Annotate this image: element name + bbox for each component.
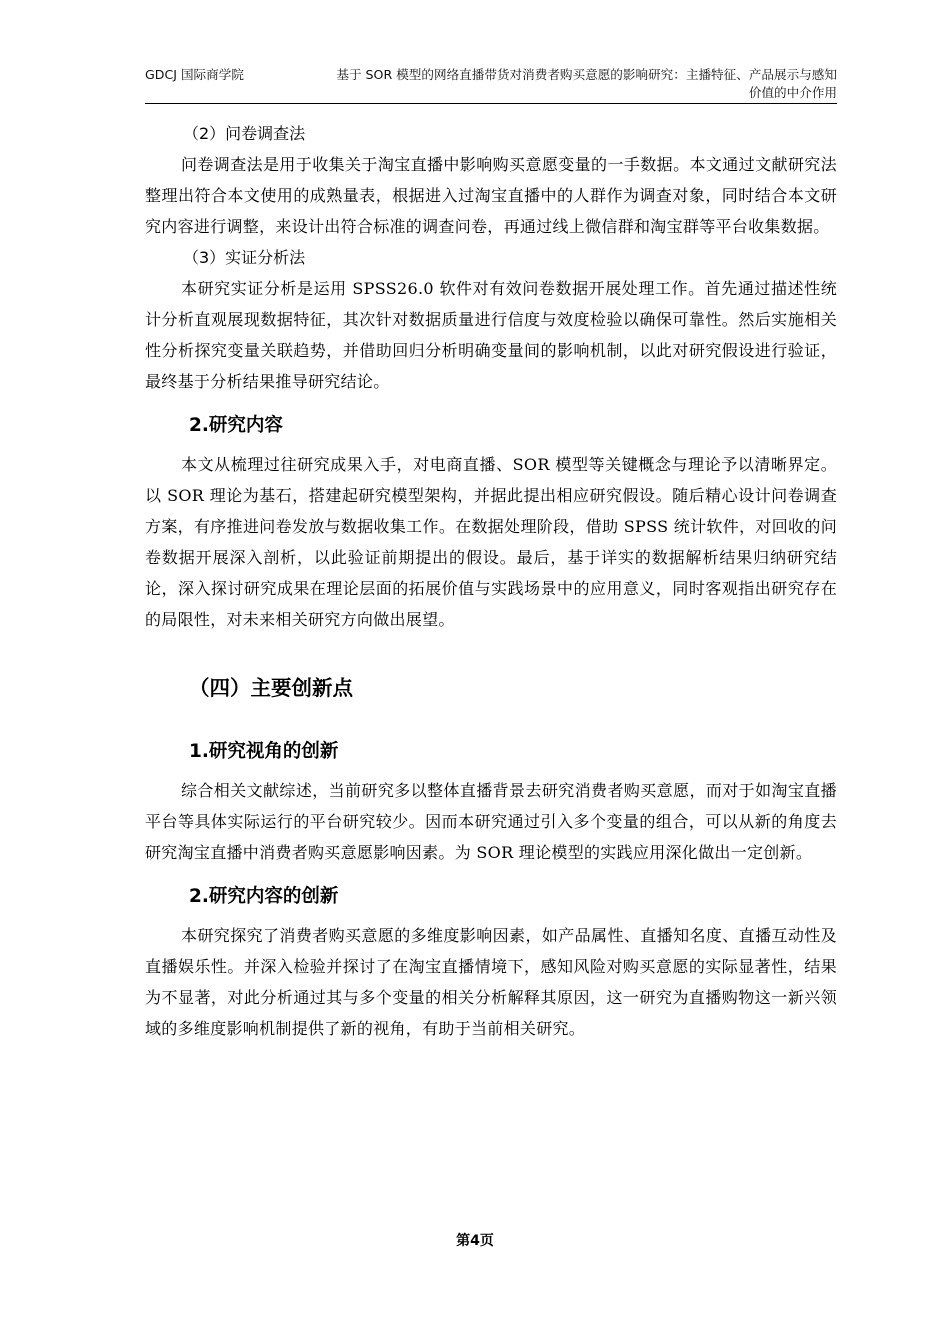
perspective-innovation-heading: 1.研究视角的创新 (189, 741, 339, 762)
header-school: GDCJ 国际商学院 (145, 67, 244, 82)
questionnaire-method-title: （2）问卷调查法 (183, 124, 306, 143)
empirical-method-title: （3）实证分析法 (183, 248, 306, 267)
page-header (145, 66, 837, 104)
innovation-section-heading: （四）主要创新点 (189, 676, 353, 700)
header-line-1 (145, 66, 837, 84)
questionnaire-method-paragraph: 问卷调查法是用于收集关于淘宝直播中影响购买意愿变量的一手数据。本文通过文献研究法整理出符合本文使用的成熟量表，根据进入过淘宝直播中的人群作为调查对象，同时结合本文研究内容进行调整，来设计出符合标准的调查问卷，再通过线上微信群和淘宝群等平台收集数据。 (145, 155, 837, 236)
content-innovation-heading: 2.研究内容的创新 (189, 886, 339, 907)
content-innovation-paragraph: 本研究探究了消费者购买意愿的多维度影响因素，如产品属性、直播知名度、直播互动性及直播娱乐性。并深入检验并探讨了在淘宝直播情境下，感知风险对购买意愿的实际显著性，结果为不显著，对此分析通过其与多个变量的相关分析解释其原因，这一研究为直播购物这一新兴领域的多维度影响机制提供了新的视角，有助于当前相关研究。 (145, 926, 837, 1038)
header-title-line-1: 基于 SOR 模型的网络直播带货对消费者购买意愿的影响研究：主播特征、产品展示与感知 (336, 67, 837, 82)
research-content-heading: 2.研究内容 (189, 415, 283, 436)
page-number: 第4页 (456, 1233, 494, 1249)
header-title-line-2: 价值的中介作用 (748, 85, 837, 100)
research-content-paragraph: 本文从梳理过往研究成果入手，对电商直播、SOR 模型等关键概念与理论予以清晰界定。以 SOR 理论为基石，搭建起研究模型架构，并据此提出相应研究假设。随后精心设计问卷调查方案，有序推进问卷发放与数据收集工作。在数据处理阶段，借助 SPSS 统计软件，对回收的问卷数据开展深入剖析，以此验证前期提出的假设。最后，基于详实的数据解析结果归纳研究结论，深入探讨研究成果在理论层面的拓展价值与实践场景中的应用意义，同时客观指出研究存在的局限性，对未来相关研究方向做出展望。 (145, 455, 837, 629)
perspective-innovation-paragraph: 综合相关文献综述，当前研究多以整体直播背景去研究消费者购买意愿，而对于如淘宝直播平台等具体实际运行的平台研究较少。因而本研究通过引入多个变量的组合，可以从新的角度去研究淘宝直播中消费者购买意愿影响因素。为 SOR 理论模型的实践应用深化做出一定创新。 (145, 781, 837, 862)
page-body (145, 118, 837, 1044)
empirical-method-paragraph: 本研究实证分析是运用 SPSS26.0 软件对有效问卷数据开展处理工作。首先通过描述性统计分析直观展现数据特征，其次针对数据质量进行信度与效度检验以确保可靠性。然后实施相关性分析探究变量关联趋势，并借助回归分析明确变量间的影响机制，以此对研究假设进行验证，最终基于分析结果推导研究结论。 (145, 279, 837, 391)
